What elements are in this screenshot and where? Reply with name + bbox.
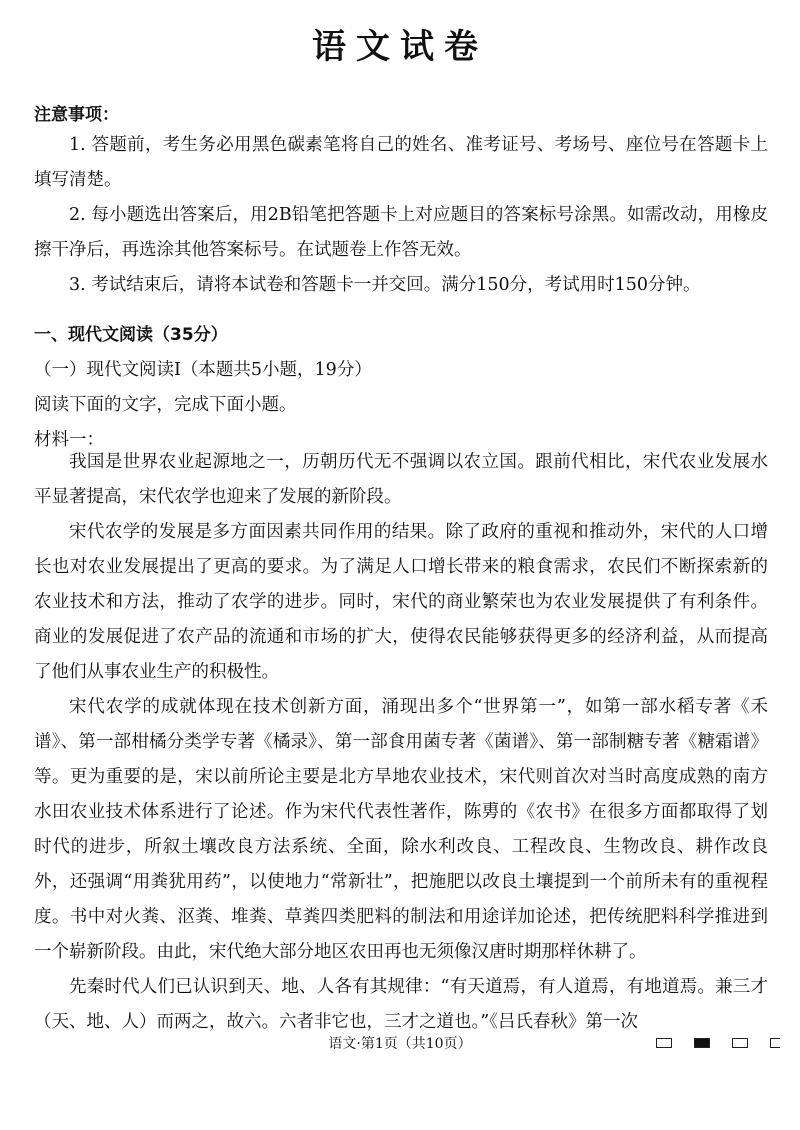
notes-item-2: 2. 每小题选出答案后，用2B铅笔把答题卡上对应题目的答案标号涂黑。如需改动，用橡皮擦干净后，再选涂其他答案标号。在试题卷上作答无效。 [34, 205, 768, 260]
notes-item-3: 3. 考试结束后，请将本试卷和答题卡一并交回。满分150分，考试用时150分钟。 [69, 275, 701, 295]
section-subheading: （一）现代文阅读Ⅰ（本题共5小题，19分） [34, 360, 372, 380]
notes-heading: 注意事项： [34, 105, 119, 125]
paragraph-4: 先秦时代人们已认识到天、地、人各有其规律：“有天道焉，有人道焉，有地道焉。兼三才（天、地、人）而两之，故六。六者非它也，三才之道也。”《吕氏春秋》第一次 [34, 977, 768, 1032]
notes-item-1: 1. 答题前，考生务必用黑色碳素笔将自己的姓名、准考证号、考场号、座位号在答题卡上填写清楚。 [34, 135, 768, 190]
paragraph-1: 我国是世界农业起源地之一，历朝历代无不强调以农立国。跟前代相比，宋代农业发展水平显著提高，宋代农学也迎来了发展的新阶段。 [34, 452, 768, 507]
section-header [34, 318, 768, 458]
page-mark-filled [694, 1038, 710, 1048]
material-label: 材料一： [34, 430, 104, 450]
page-marks [656, 1038, 786, 1052]
page-mark-partial [770, 1038, 780, 1048]
paragraph-2: 宋代农学的发展是多方面因素共同作用的结果。除了政府的重视和推动外，宋代的人口增长也对农业发展提出了更高的要求。为了满足人口增长带来的粮食需求，农民们不断探索新的农业技术和方法，推动了农学的进步。同时，宋代的商业繁荣也为农业发展提供了有利条件。商业的发展促进了农产品的流通和市场的扩大，使得农民能够获得更多的经济利益，从而提高了他们从事农业生产的积极性。 [34, 522, 768, 682]
page-mark-empty [732, 1038, 748, 1048]
page-title: 语文试卷 [312, 27, 488, 67]
section-instruction: 阅读下面的文字，完成下面小题。 [34, 395, 297, 415]
paragraph-3: 宋代农学的成就体现在技术创新方面，涌现出多个“世界第一”，如第一部水稻专著《禾谱》、第一部柑橘分类学专著《橘录》、第一部食用菌专著《菌谱》、第一部制糖专著《糖霜谱》等。更为重要的是，宋以前所论主要是北方旱地农业技术，宋代则首次对当时高度成熟的南方水田农业技术体系进行了论述。作为宋代代表性著作，陈旉的《农书》在很多方面都取得了划时代的进步，所叙土壤改良方法系统、全面，除水利改良、工程改良、生物改良、耕作改良外，还强调“用粪犹用药”，以使地力“常新壮”，把施肥以改良土壤提到一个前所未有的重视程度。书中对火粪、沤粪、堆粪、草粪四类肥料的制法和用途详加论述，把传统肥料科学推进到一个崭新阶段。由此，宋代绝大部分地区农田再也无须像汉唐时期那样休耕了。 [34, 697, 768, 962]
section-heading: 一、现代文阅读（35分） [34, 325, 228, 345]
notes-list [34, 128, 768, 303]
page-footer: 语文·第1页（共10页） [328, 1036, 472, 1052]
page-mark-empty [656, 1038, 672, 1048]
material-text [34, 445, 768, 1040]
